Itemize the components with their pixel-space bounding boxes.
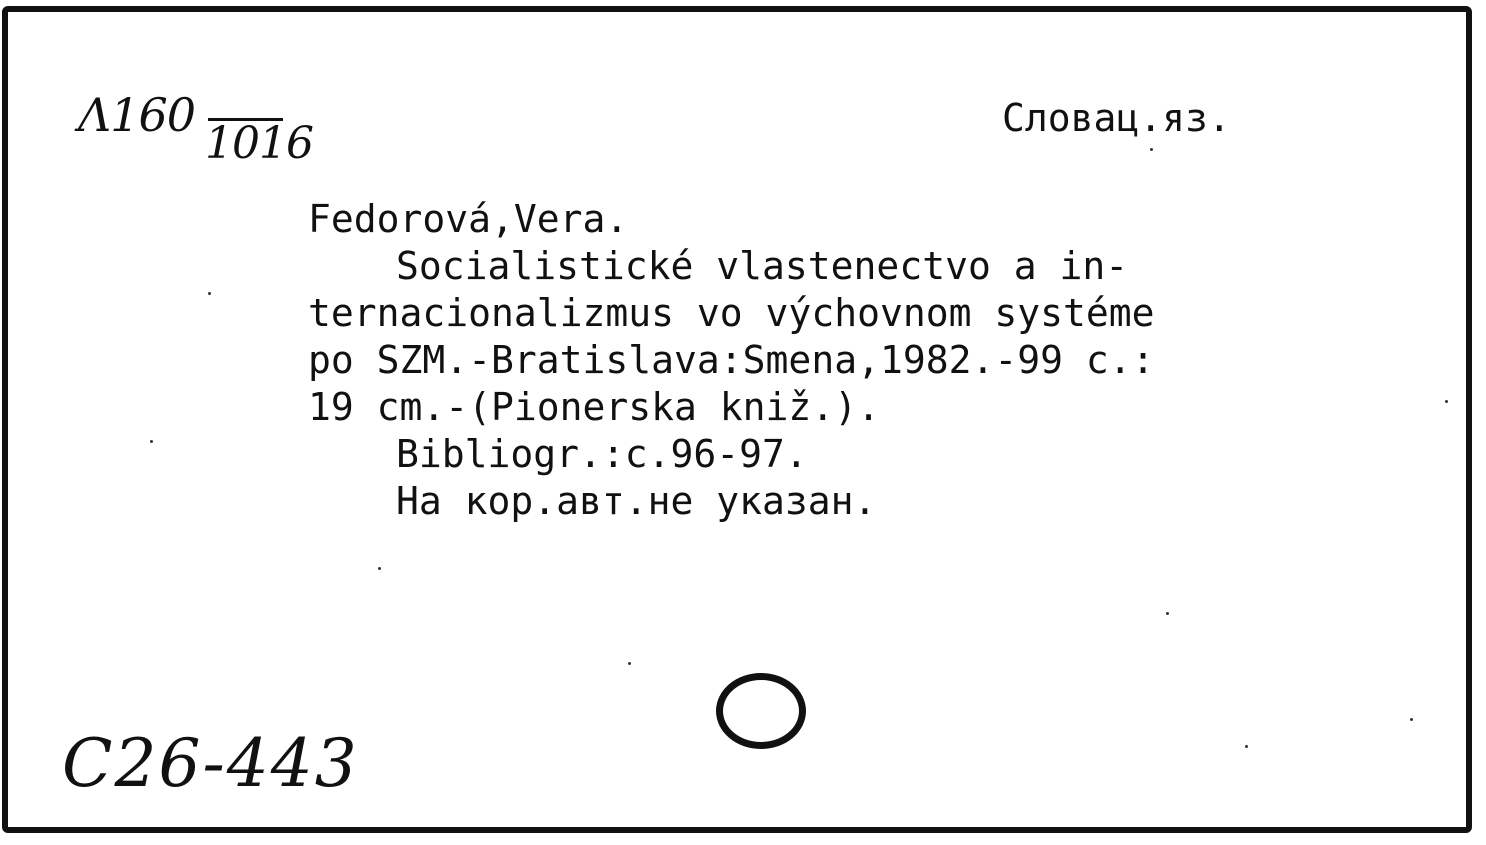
speck — [1150, 148, 1153, 151]
punch-hole — [716, 673, 806, 749]
subject-heading: Словац.яз. — [1002, 96, 1231, 140]
title-line-2: ternacionalizmus vo výchovnom systéme — [308, 291, 1155, 335]
call-number-sub: 1016 — [205, 118, 313, 169]
bibliographic-entry — [308, 196, 1154, 525]
speck — [208, 292, 211, 295]
inventory-number: С26-443 — [62, 725, 359, 802]
title-line-1: Socialistické vlastenectvo a in- — [396, 244, 1129, 288]
speck — [1445, 400, 1448, 403]
speck — [378, 567, 381, 570]
bibliography-note: Bibliogr.:c.96-97. — [396, 432, 808, 476]
speck — [1245, 745, 1248, 748]
speck — [1166, 612, 1169, 615]
series-line: 19 cm.-(Pionerska kniž.). — [308, 385, 880, 429]
author-line: Fedorová,Vera. — [308, 197, 629, 241]
call-number: Λ160 — [78, 88, 196, 142]
speck — [150, 440, 153, 443]
speck — [628, 662, 631, 665]
author-note: На кор.авт.не указан. — [396, 479, 877, 523]
speck — [1410, 718, 1413, 721]
imprint-line: po SZM.-Bratislava:Smena,1982.-99 c.: — [308, 338, 1155, 382]
